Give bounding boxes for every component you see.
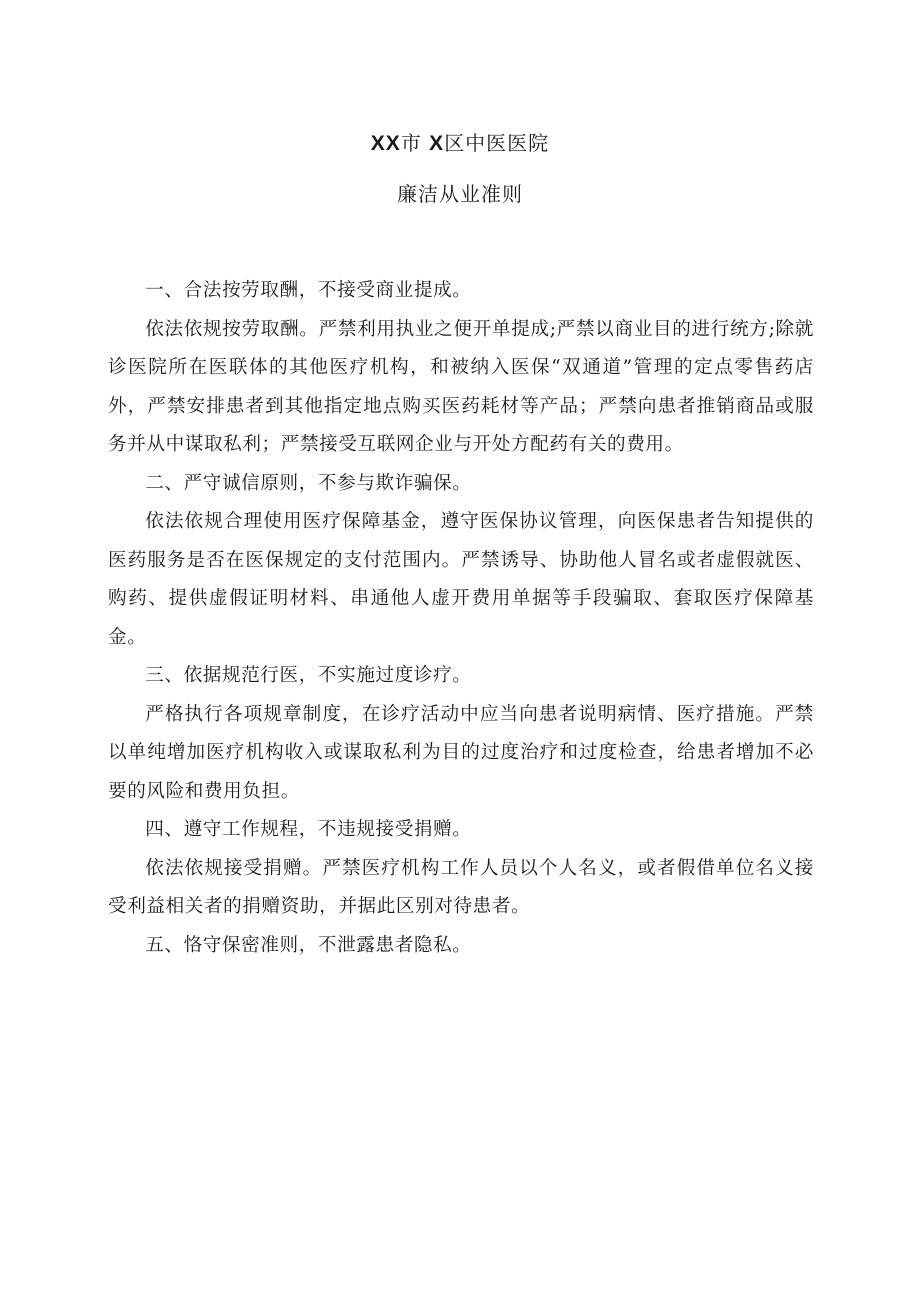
title-hospital: 区中医医院 bbox=[444, 131, 550, 155]
section-3-body: 严格执行各项规章制度，在诊疗活动中应当向患者说明病情、医疗措施。严禁以单纯增加医疗机构收入或谋取私利为目的过度治疗和过度检查，给患者增加不必要的风险和费用负担。 bbox=[108, 703, 814, 802]
section-4-body: 依法依规接受捐赠。严禁医疗机构工作人员以个人名义，或者假借单位名义接受利益相关者的捐赠资助，并据此区别对待患者。 bbox=[108, 857, 814, 917]
document-subtitle: 廉洁从业准则 bbox=[397, 182, 523, 206]
title-city: 市 bbox=[400, 131, 422, 155]
section-4-heading: 四、遵守工作规程，不违规接受捐赠。 bbox=[145, 819, 472, 840]
section-5-heading: 五、恪守保密准则，不泄露患者隐私。 bbox=[145, 934, 472, 956]
document-body bbox=[108, 272, 814, 965]
title-xx: XX bbox=[370, 132, 401, 155]
title-x: X bbox=[429, 132, 445, 155]
section-3-heading: 三、依据规范行医，不实施过度诊疗。 bbox=[145, 665, 472, 686]
section-2-body: 依法依规合理使用医疗保障基金，遵守医保协议管理，向医保患者告知提供的医药服务是否在医保规定的支付范围内。严禁诱导、协助他人冒名或者虚假就医、购药、提供虚假证明材料、串通他人虚开费用单据等手段骗取、套取医疗保障基金。 bbox=[108, 511, 814, 648]
section-2-heading: 二、严守诚信原则，不参与欺诈骗保。 bbox=[145, 472, 472, 494]
document-title bbox=[0, 128, 920, 159]
section-1-heading: 一、合法按劳取酬，不接受商业提成。 bbox=[145, 280, 472, 301]
section-1-body: 依法依规按劳取酬。严禁利用执业之便开单提成;严禁以商业目的进行统方;除就诊医院所在医联体的其他医疗机构，和被纳入医保“双通道”管理的定点零售药店外，严禁安排患者到其他指定地点购买医药耗材等产品；严禁向患者推销商品或服务并从中谋取私利；严禁接受互联网企业与开处方配药有关的费用。 bbox=[108, 318, 814, 455]
